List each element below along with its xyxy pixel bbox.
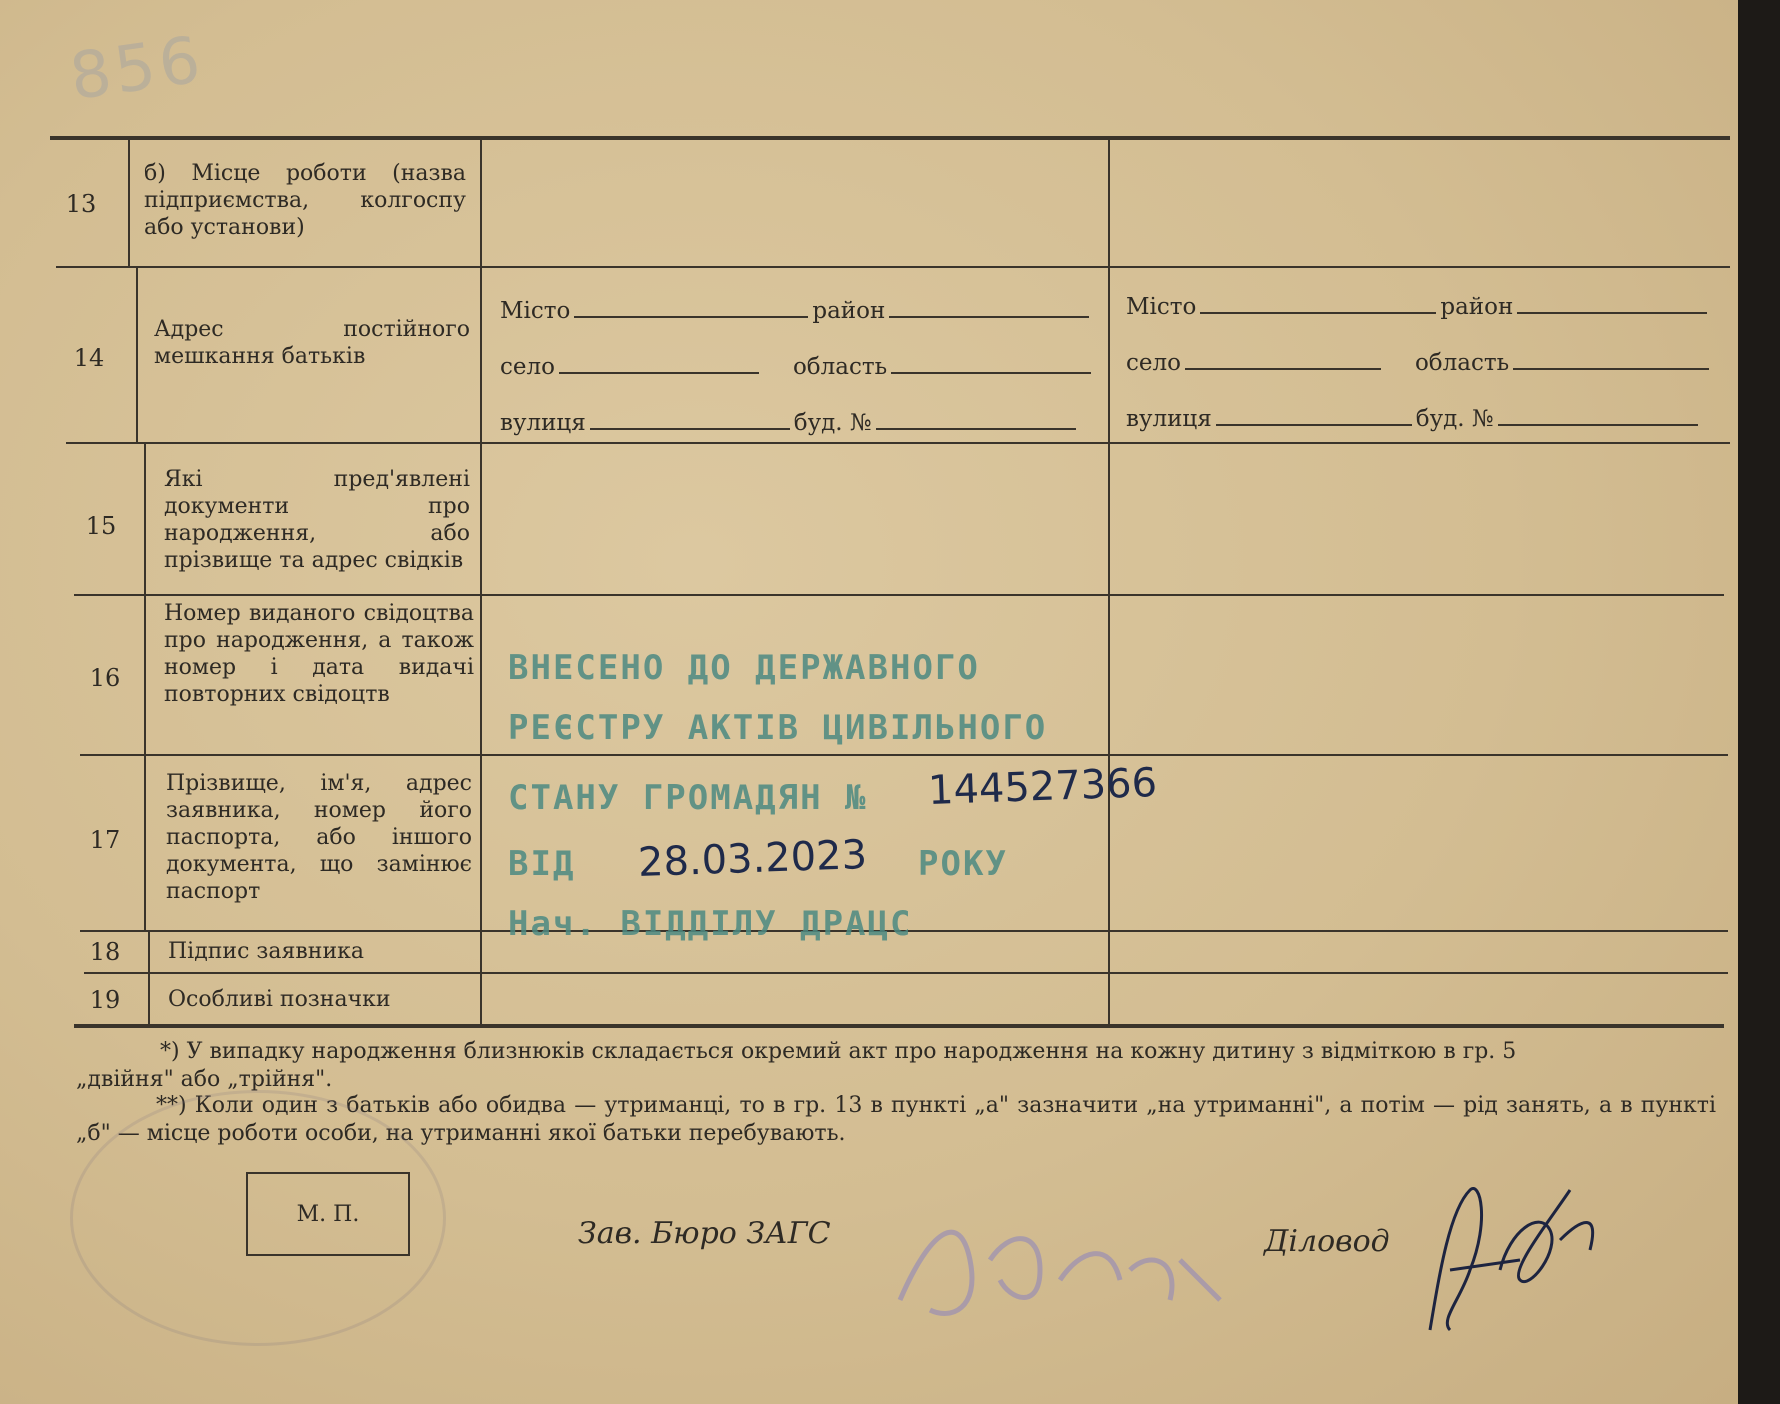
vline-num: [148, 932, 150, 1024]
seal-placeholder: М. П.: [246, 1172, 410, 1256]
rule-15: [74, 594, 1724, 596]
stamp-line-4: ВІД: [508, 844, 576, 884]
vline-col2: [1108, 140, 1110, 1024]
footnote-1-cont: „двійня" або „трійня".: [76, 1067, 333, 1092]
stamp-line-5: Нач. ВІДДІЛУ ДРАЦС: [508, 904, 913, 944]
address-line-city-2: Місто район: [1126, 294, 1711, 320]
footnote-1-line-1: *) У випадку народження близнюків складається окремий акт про народження на кожну дитину з відміткою в гр. 5: [160, 1039, 1517, 1064]
vline-num: [136, 268, 138, 442]
row-label-16: Номер виданого свідоцтва про народження, а також номер і дата видачі повторних свідоцтв: [164, 601, 474, 707]
row-label-15: Які пред'явлені документи про народження, або прізвище та адрес свідків: [164, 467, 470, 573]
city-label: Місто: [500, 298, 571, 324]
address-line-street: [500, 410, 1080, 436]
row-number-19: 19: [89, 986, 121, 1014]
rule-13: [56, 266, 1730, 268]
row-label-19: Особливі позначки: [168, 987, 391, 1012]
page-edge: [1738, 0, 1780, 1404]
rule-14: [66, 442, 1730, 444]
vline-num: [144, 444, 146, 930]
clerk-signature: [1410, 1150, 1610, 1350]
address-line-village-2: село область: [1126, 350, 1713, 376]
stamp-line-1: ВНЕСЕНО ДО ДЕРЖАВНОГО: [508, 648, 980, 688]
row-number-14: 14: [73, 344, 105, 372]
head-signature: [890, 1170, 1230, 1330]
vline-num: [128, 140, 130, 266]
row-number-13: 13: [65, 190, 97, 218]
row-number-18: 18: [89, 938, 121, 966]
footnote-1: [160, 1038, 1730, 1066]
address-line-city: [500, 298, 1093, 324]
rule-bottom: [74, 1024, 1724, 1028]
row-number-15: 15: [85, 512, 117, 540]
footnote-2: **) Коли один з батьків або обидва — утриманці, то в гр. 13 в пункті „а" зазначити „на утриманні", а потім — рід занять, а в пункті „б" — місце роботи особи, на утриманні якої батьки перебувають.: [76, 1093, 1716, 1146]
head-title: Зав. Бюро ЗАГС: [578, 1216, 831, 1251]
record-number: 144527366: [927, 760, 1158, 814]
stamp-line-4-end: РОКУ: [918, 844, 1008, 884]
address-line-village: [500, 354, 1095, 380]
row-number-16: 16: [89, 664, 121, 692]
region-label: область: [792, 354, 888, 380]
archive-number: 856: [65, 23, 209, 115]
row-label-18: Підпис заявника: [168, 939, 364, 964]
stamp-line-3: СТАНУ ГРОМАДЯН №: [508, 778, 868, 818]
clerk-title: Діловод: [1264, 1224, 1390, 1259]
district-label: район: [812, 298, 886, 324]
row-label-13: б) Місце роботи (назва підприємства, колгоспу або установи): [144, 161, 466, 240]
stamp-line-2: РЕЄСТРУ АКТІВ ЦИВІЛЬНОГО: [508, 708, 1048, 748]
vline-label: [480, 140, 482, 1024]
row-label-14: Адрес постійного мешкання батьків: [154, 317, 470, 369]
rule-16: [80, 754, 1728, 756]
record-date: 28.03.2023: [637, 832, 868, 886]
address-line-street-2: вулиця буд. №: [1126, 406, 1702, 432]
street-label: вулиця: [500, 410, 586, 436]
rule-top: [50, 136, 1730, 140]
building-label: буд. №: [793, 410, 872, 436]
rule-18: [84, 972, 1728, 974]
village-label: село: [500, 354, 555, 380]
row-label-17: Прізвище, ім'я, адрес заявника, номер його паспорта, або іншого документа, що замінює паспорт: [166, 771, 472, 904]
row-number-17: 17: [89, 826, 121, 854]
